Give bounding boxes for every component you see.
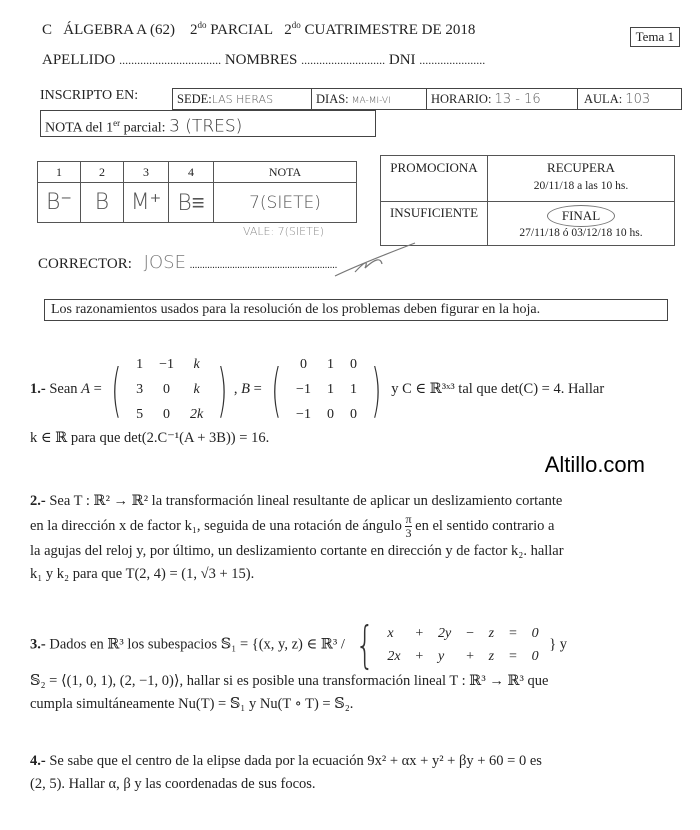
grades-header: 2: [81, 162, 124, 183]
problem-3-line1: Dados en ℝ³ los subespacios 𝕊₁ = {(x, y, z) ∈ ℝ³ /: [49, 636, 345, 653]
dias-cell: [312, 89, 427, 109]
grade-value: 7(SIETE): [214, 183, 357, 223]
aula-cell: [578, 89, 650, 109]
promociona-cell: PROMOCIONA: [381, 156, 488, 202]
problem-3-number: 3.-: [30, 636, 46, 653]
problem-3-line1-post: } y: [549, 636, 568, 653]
corrector-dots: ...........................................................: [189, 260, 338, 271]
matrix-a-row: [128, 377, 211, 402]
problem-3: [30, 616, 675, 716]
equation-system-cell: z: [488, 626, 495, 641]
problem-2-line3: la agujas del reloj y, por último, un deslizamiento cortante en dirección y de factor k₂. hallar: [30, 543, 564, 559]
final-label: FINAL: [547, 205, 615, 227]
apellido-field[interactable]: ..................................: [119, 53, 222, 67]
term-ordinal: 2: [284, 22, 292, 38]
equation-system-cell: −: [465, 626, 475, 641]
matrix-a-cell: 0: [163, 407, 171, 422]
matrix-a-cell: k: [193, 357, 200, 372]
header-letter: C: [42, 22, 53, 38]
grades-header: NOTA: [214, 162, 357, 183]
nota-primer-parcial-box: [40, 110, 376, 137]
matrix-b: ( 0 1 0 −1 1 1 −1 0 0 ): [265, 352, 387, 427]
equation-system-row: [380, 622, 545, 645]
fraction-num: π: [405, 512, 412, 526]
problems: [30, 352, 675, 796]
term-name: CUATRIMESTRE DE 2018: [304, 22, 476, 38]
exam-name: PARCIAL: [210, 22, 274, 38]
matrix-a-row: [128, 352, 211, 377]
problem-3-line3: cumpla simultáneamente Nu(T) = 𝕊₁ y Nu(T ∘ T) = 𝕊₂.: [30, 696, 354, 712]
term-ordinal-sup: do: [291, 20, 301, 30]
horario-value: 13 - 16: [494, 92, 541, 107]
recupera-date: 20/11/18 a las 10 hs.: [533, 180, 629, 192]
problem-2-line2-post: en el sentido contrario a: [415, 517, 555, 534]
equation-system-cell: y: [438, 649, 445, 664]
matrix-a-cell: k: [193, 382, 200, 397]
matrix-a-cell: −1: [159, 357, 174, 372]
corrector-value: JOSE: [143, 252, 186, 273]
equation-system-cell: =: [508, 626, 518, 641]
matrix-b-cell: 1: [349, 382, 357, 397]
matrix-b-cell: −1: [296, 382, 311, 397]
matrix-b-row: [288, 377, 365, 402]
sede-label: SEDE:: [177, 92, 212, 106]
dni-field[interactable]: ......................: [419, 53, 486, 67]
horario-label: HORARIO:: [431, 92, 492, 106]
dni-label: DNI: [388, 52, 416, 68]
problem-2-number: 2.-: [30, 493, 46, 509]
problem-1-text: y C ∈ ℝ³ˣ³ tal que det(C) = 4. Hallar: [391, 380, 605, 397]
equation-system-cell: 0: [531, 649, 539, 664]
matrix-a-cell: 1: [136, 357, 144, 372]
grades-header: 4: [169, 162, 214, 183]
grade-value: B≡: [169, 183, 214, 223]
grades-header-row: [38, 162, 357, 183]
inscripto-label: INSCRIPTO EN:: [40, 88, 139, 103]
equation-system-cell: +: [465, 649, 475, 664]
nota-primer-sup: er: [113, 118, 121, 128]
problem-4: [30, 750, 675, 796]
matrix-a-cell: 3: [136, 382, 144, 397]
sede-value: LAS HERAS: [211, 93, 274, 106]
promo-row: [381, 156, 675, 202]
problem-1: 1.- Sean A = ( 1 −1 k 3 0 k 5 0 2k ) , B = ( 0 1 0 −1 1 1 −1 0 0 ) y C ∈ ℝ³ˣ³ tal que det(C) = 4. Hallar k ∈ ℝ para que det(2.C⁻¹(A + 3B)) = 16.: [30, 352, 675, 450]
matrix-b-cell: 0: [349, 357, 357, 372]
recupera-cell: [488, 156, 675, 202]
grades-table: [37, 161, 357, 223]
matrix-b-cell: 1: [326, 357, 334, 372]
corrector-line: [38, 252, 337, 273]
watermark-text: Altillo.com: [544, 452, 645, 477]
problem-3-line2: 𝕊₂ = ⟨(1, 0, 1), (2, −1, 0)⟩, hallar si es posible una transformación lineal T : ℝ³ → ℝ³ que: [30, 673, 549, 689]
matrix-b-row: [288, 402, 365, 427]
inscripto-box: [172, 88, 682, 110]
dias-value: MA-MI-VI: [351, 96, 391, 106]
nota-primer-label-post: parcial:: [123, 120, 166, 136]
matrix-b-cell: 0: [349, 407, 357, 422]
nota-primer-label: NOTA del 1: [45, 120, 114, 136]
horario-cell: [427, 89, 578, 109]
matrix-b-row: [288, 352, 365, 377]
final-cell: [488, 202, 675, 246]
matrix-a-cell: 5: [136, 407, 144, 422]
exam-ordinal-sup: do: [197, 20, 207, 30]
problem-1-number: 1.-: [30, 380, 46, 397]
apellido-label: APELLIDO: [42, 52, 116, 68]
matrix-a: ( 1 −1 k 3 0 k 5 0 2k ): [105, 352, 233, 427]
exam-header-text: [42, 20, 475, 39]
nombres-label: NOMBRES: [224, 52, 298, 68]
grades-header: 1: [38, 162, 81, 183]
matrix-b-cell: 0: [300, 357, 307, 372]
insuficiente-row: [381, 202, 675, 246]
problem-2-line2: en la dirección x de factor k₁, seguida de una rotación de ángulo: [30, 517, 402, 534]
promo-table: [380, 155, 675, 246]
final-date: 27/11/18 ó 03/12/18 10 hs.: [519, 227, 643, 239]
problem-4-line2: (2, 5). Hallar α, β y las coordenadas de sus focos.: [30, 776, 316, 792]
equation-system-cell: 2y: [438, 626, 452, 641]
problem-4-line1: Se sabe que el centro de la elipse dada por la ecuación 9x² + αx + y² + βy + 60 = 0 es: [49, 753, 542, 769]
equation-system-row: [380, 645, 545, 668]
grade-value: M⁺: [124, 183, 169, 223]
matrix-a-cell: 0: [163, 382, 171, 397]
nombres-field[interactable]: ............................: [301, 53, 386, 67]
vale-note: VALE: 7(SIETE): [243, 225, 325, 238]
problem-1-line2: k ∈ ℝ para que det(2.C⁻¹(A + 3B)) = 16.: [30, 430, 270, 446]
matrix-b-cell: 1: [326, 382, 334, 397]
grade-value: B: [81, 183, 124, 223]
dias-label: DIAS:: [316, 92, 349, 106]
course-title: ÁLGEBRA A (62): [63, 22, 175, 38]
problem-2-line1: Sea T : ℝ² → ℝ² la transformación lineal resultante de aplicar un deslizamiento cortante: [49, 493, 563, 509]
equation-system: { x + 2y − z = 0 2x + y + z = 0: [349, 620, 546, 670]
aula-label: AULA:: [584, 92, 623, 106]
sede-cell: [173, 89, 312, 109]
matrix-b-cell: 0: [326, 407, 334, 422]
signature-stroke: [330, 240, 420, 280]
problem-4-number: 4.-: [30, 753, 46, 769]
problem-1-intro: Sean: [49, 380, 78, 397]
equation-system-cell: =: [508, 649, 518, 664]
problem-2-line4: k₁ y k₂ para que T(2, 4) = (1, √3 + 15).: [30, 566, 255, 582]
tema-badge: Tema 1: [630, 27, 680, 47]
equation-system-cell: 0: [531, 626, 539, 641]
problem-2: [30, 490, 675, 586]
nota-primer-value: 3 (TRES): [169, 116, 243, 137]
aula-value: 103: [625, 92, 651, 107]
matrix-a-row: [128, 402, 211, 427]
angle-fraction: [405, 513, 411, 540]
exam-header: [42, 20, 680, 47]
equation-system-cell: x: [387, 626, 394, 641]
student-line: [42, 52, 485, 69]
insuficiente-cell: INSUFICIENTE: [381, 202, 488, 246]
notice-box: Los razonamientos usados para la resolución de los problemas deben figurar en la hoja.: [44, 299, 668, 321]
equation-system-cell: z: [488, 649, 495, 664]
corrector-label: CORRECTOR:: [38, 256, 132, 272]
matrix-b-cell: −1: [296, 407, 311, 422]
exam-ordinal: 2: [189, 22, 198, 38]
grade-value: B⁻: [38, 183, 81, 223]
recupera-label: RECUPERA: [547, 160, 615, 175]
grades-header: 3: [124, 162, 169, 183]
equation-system-cell: +: [414, 649, 424, 664]
grades-value-row: [38, 183, 357, 223]
watermark: [30, 452, 675, 478]
equation-system-cell: 2x: [387, 649, 401, 664]
matrix-a-cell: 2k: [190, 407, 204, 422]
fraction-den: 3: [405, 526, 412, 540]
equation-system-cell: +: [414, 626, 424, 641]
